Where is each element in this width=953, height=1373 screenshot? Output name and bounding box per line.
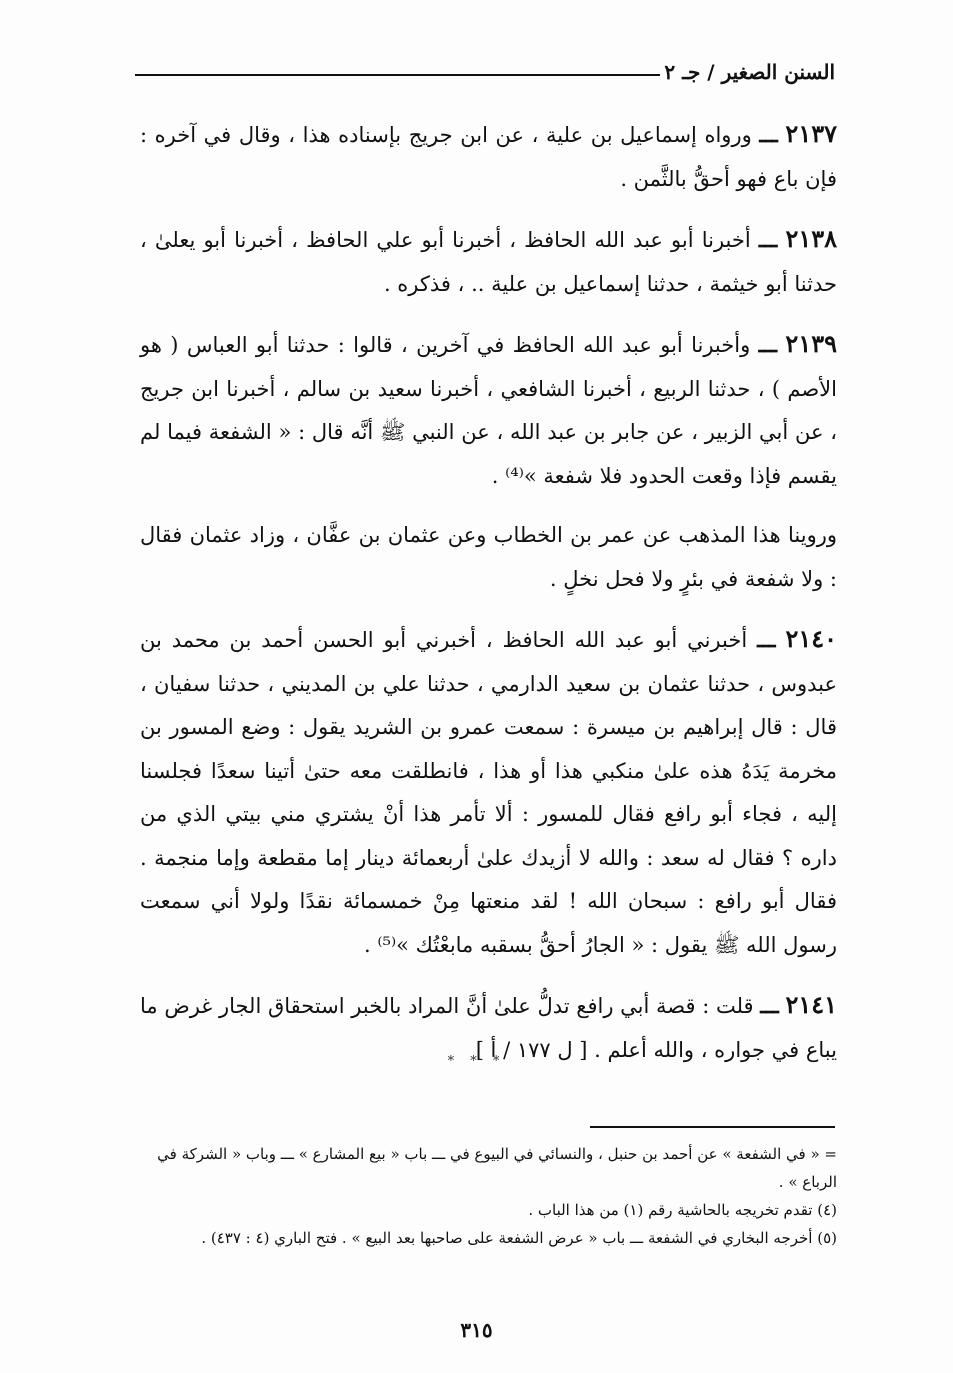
hadith-text: أخبرنا أبو عبد الله الحافظ ، أخبرنا أبو علي الحافظ ، أخبرنا أبو يعلىٰ ، حدثنا أبو خيثمة ، حدثنا إسماعيل بن علية .. ، فذكره . [140,228,837,296]
page-number: ٣١٥ [460,1318,493,1342]
commentary-paragraph [140,514,837,601]
hadith-number: ٢١٤١ [785,990,837,1019]
hadith-number: ٢١٣٩ [785,329,837,358]
footnote: (٥) أخرجه البخاري في الشفعة ـــ باب « عرض الشفعة على صاحبها بعد البيع » . فتح الباري (٤ : ٤٣٧) . [201,1229,837,1247]
header-title: السنن الصغير / جـ ٢ [664,60,835,84]
number-dash: ـــ [760,993,779,1018]
number-dash: ـــ [758,332,778,357]
number-dash: ـــ [758,227,778,252]
commentary-text: وروينا هذا المذهب عن عمر بن الخطاب وعن عثمان بن عفَّان ، وزاد عثمان فقال : ولا شفعة في بئرٍ ولا فحل نخلٍ . [140,523,837,591]
main-text [140,112,837,1088]
hadith-text: قلت : قصة أبي رافع تدلُّ علىٰ أنَّ المراد بالخبر استحقاق الجار غرض ما يباع في جواره ، والله أعلم . [ ل ١٧٧ / أ ] [140,994,837,1062]
hadith-paragraph [140,112,837,201]
hadith-paragraph [140,617,837,967]
running-header [135,58,835,92]
footnotes [140,1140,837,1252]
footnote-rule [590,1126,835,1128]
hadith-number: ٢١٣٧ [785,119,837,148]
hadith-number: ٢١٣٨ [785,224,838,253]
footnote: = « في الشفعة » عن أحمد بن حنبل ، والنسائي في البيوع في ـــ باب « بيع المشارع » ـــ وباب « الشركة في الرباع » . [157,1145,837,1191]
hadith-paragraph [140,217,837,306]
hadith-text: أخبرني أبو عبد الله الحافظ ، أخبرني أبو الحسن أحمد بن محمد بن عبدوس ، حدثنا عثمان بن سعيد الدارمي ، حدثنا علي بن المديني ، حدثنا سفيان ، قال : قال إبراهيم بن ميسرة : سمعت عمرو بن الشريد يقول : وضع المسور بن مخرمة يَدَهُ هذه علىٰ منكبي هذا أو هذا ، فانطلقت معه حتىٰ أتينا سعدًا فجلسنا إليه ، فجاء أبو رافع فقال للمسور : ألا تأمر هذا أنْ يشتري مني بيتي الذي من داره ؟ فقال له سعد : والله لا أزيدك علىٰ أربعمائة دينار إما مقطعة وإما منجمة . فقال أبو رافع : سبحان الله ! لقد منعتها مِنْ خمسمائة نقدًا ولولا أني سمعت رسول الله ﷺ يقول : « الجارُ أحقُّ بسقبه مابعْتُك »⁽⁵⁾ . [140,628,837,957]
footnote: (٤) تقدم تخريجه بالحاشية رقم (١) من هذا الباب . [528,1201,837,1219]
hadith-number: ٢١٤٠ [785,624,837,653]
header-rule [135,74,660,76]
number-dash: ـــ [759,122,778,147]
section-separator: * * * [447,1054,506,1069]
hadith-text: ورواه إسماعيل بن علية ، عن ابن جريج بإسناده هذا ، وقال في آخره : فإن باع فهو أحقُّ بالثَّمن . [140,123,837,191]
hadith-text: وأخبرنا أبو عبد الله الحافظ في آخرين ، قالوا : حدثنا أبو العباس ( هو الأصم ) ، حدثنا الربيع ، أخبرنا الشافعي ، أخبرنا سعيد بن سالم ، أخبرنا ابن جريج ، عن أبي الزبير ، عن جابر بن عبد الله ، عن النبي ﷺ أنَّه قال : « الشفعة فيما لم يقسم فإذا وقعت الحدود فلا شفعة »⁽⁴⁾ . [140,333,837,488]
number-dash: ـــ [757,627,776,652]
hadith-paragraph [140,322,837,498]
